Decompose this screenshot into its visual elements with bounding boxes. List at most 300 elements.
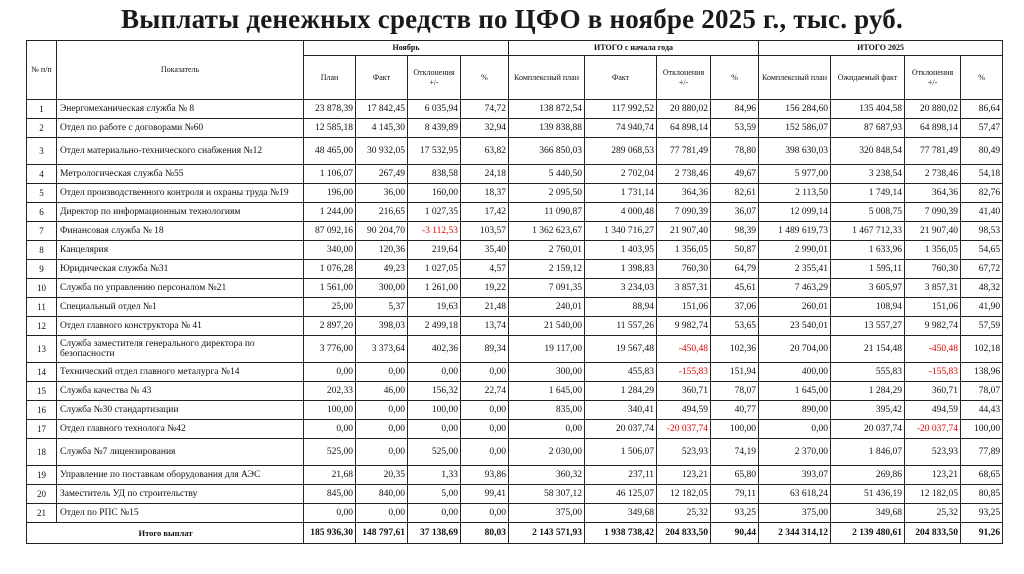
value-cell: 102,18: [961, 336, 1003, 363]
value-cell: 2 897,20: [304, 317, 356, 336]
row-indicator: Метрологическая служба №55: [57, 165, 304, 184]
value-cell: 36,07: [711, 203, 759, 222]
row-indicator: Отдел главного технолога №42: [57, 420, 304, 439]
value-cell: 395,42: [831, 401, 905, 420]
value-cell: 11 090,87: [509, 203, 585, 222]
value-cell: 1 356,05: [657, 241, 711, 260]
value-cell: 240,01: [509, 298, 585, 317]
value-cell: 138 872,54: [509, 100, 585, 119]
value-cell: 8 439,89: [408, 119, 461, 138]
table-row: [27, 203, 1003, 222]
value-cell: 49,23: [356, 260, 408, 279]
value-cell: 7 090,39: [657, 203, 711, 222]
value-cell: 80,49: [961, 138, 1003, 165]
table-row: [27, 420, 1003, 439]
total-label: Итого выплат: [27, 523, 304, 544]
header-sub-cell: План: [304, 56, 356, 100]
total-value-cell: 91,26: [961, 523, 1003, 544]
value-cell: 0,00: [356, 504, 408, 523]
value-cell: 1 846,07: [831, 439, 905, 466]
table-row: [27, 439, 1003, 466]
value-cell: 25,00: [304, 298, 356, 317]
value-cell: 1 398,83: [585, 260, 657, 279]
value-cell: 2 760,01: [509, 241, 585, 260]
row-number: 5: [27, 184, 57, 203]
value-cell: 103,57: [461, 222, 509, 241]
value-cell: 1 633,96: [831, 241, 905, 260]
value-cell: 90 204,70: [356, 222, 408, 241]
value-cell: 46,00: [356, 382, 408, 401]
value-cell: 5 008,75: [831, 203, 905, 222]
value-cell: -20 037,74: [905, 420, 961, 439]
value-cell: 1 467 712,33: [831, 222, 905, 241]
row-indicator: Отдел материально-технического снабжения №12: [57, 138, 304, 165]
value-cell: 13 557,27: [831, 317, 905, 336]
value-cell: 100,00: [408, 401, 461, 420]
value-cell: 364,36: [905, 184, 961, 203]
row-indicator: Отдел главного конструктора № 41: [57, 317, 304, 336]
value-cell: 156,32: [408, 382, 461, 401]
total-value-cell: 90,44: [711, 523, 759, 544]
total-row: [27, 523, 1003, 544]
value-cell: 49,67: [711, 165, 759, 184]
row-number: 17: [27, 420, 57, 439]
value-cell: 32,94: [461, 119, 509, 138]
value-cell: 0,00: [509, 420, 585, 439]
row-number: 14: [27, 363, 57, 382]
row-indicator: Управление по поставкам оборудования для АЭС: [57, 466, 304, 485]
header-sub-cell: %: [461, 56, 509, 100]
value-cell: 17 842,45: [356, 100, 408, 119]
value-cell: 80,85: [961, 485, 1003, 504]
value-cell: 1 731,14: [585, 184, 657, 203]
row-number: 12: [27, 317, 57, 336]
value-cell: 21 154,48: [831, 336, 905, 363]
value-cell: 108,94: [831, 298, 905, 317]
value-cell: 93,25: [961, 504, 1003, 523]
value-cell: 0,00: [461, 401, 509, 420]
value-cell: -3 112,53: [408, 222, 461, 241]
value-cell: 7 091,35: [509, 279, 585, 298]
value-cell: 2 159,12: [509, 260, 585, 279]
row-number: 13: [27, 336, 57, 363]
value-cell: 20,35: [356, 466, 408, 485]
value-cell: 523,93: [657, 439, 711, 466]
value-cell: 64 898,14: [905, 119, 961, 138]
table-row: [27, 363, 1003, 382]
value-cell: 3 605,97: [831, 279, 905, 298]
value-cell: 102,36: [711, 336, 759, 363]
value-cell: 890,00: [759, 401, 831, 420]
value-cell: 0,00: [304, 420, 356, 439]
value-cell: 78,07: [711, 382, 759, 401]
value-cell: 100,00: [711, 420, 759, 439]
value-cell: 63 618,24: [759, 485, 831, 504]
value-cell: 36,00: [356, 184, 408, 203]
value-cell: 86,64: [961, 100, 1003, 119]
value-cell: 0,00: [304, 504, 356, 523]
value-cell: 1 595,11: [831, 260, 905, 279]
value-cell: 7 090,39: [905, 203, 961, 222]
value-cell: 840,00: [356, 485, 408, 504]
header-group-total-2025: ИТОГО 2025: [759, 41, 1003, 56]
value-cell: 845,00: [304, 485, 356, 504]
value-cell: 4 000,48: [585, 203, 657, 222]
total-value-cell: 80,03: [461, 523, 509, 544]
value-cell: 0,00: [356, 420, 408, 439]
value-cell: 57,47: [961, 119, 1003, 138]
value-cell: 1 506,07: [585, 439, 657, 466]
row-number: 7: [27, 222, 57, 241]
value-cell: 20 704,00: [759, 336, 831, 363]
value-cell: 0,00: [759, 420, 831, 439]
value-cell: 54,65: [961, 241, 1003, 260]
value-cell: 1 244,00: [304, 203, 356, 222]
value-cell: 835,00: [509, 401, 585, 420]
header-sub-cell: Факт: [356, 56, 408, 100]
value-cell: 237,11: [585, 466, 657, 485]
value-cell: 24,18: [461, 165, 509, 184]
header-group-row: [27, 41, 1003, 56]
value-cell: 160,00: [408, 184, 461, 203]
value-cell: -20 037,74: [657, 420, 711, 439]
value-cell: 216,65: [356, 203, 408, 222]
value-cell: 4 145,30: [356, 119, 408, 138]
value-cell: 19 567,48: [585, 336, 657, 363]
row-indicator: Служба качества № 43: [57, 382, 304, 401]
value-cell: -450,48: [657, 336, 711, 363]
value-cell: 82,76: [961, 184, 1003, 203]
value-cell: 0,00: [461, 504, 509, 523]
value-cell: 1 645,00: [509, 382, 585, 401]
value-cell: 3 776,00: [304, 336, 356, 363]
value-cell: 151,94: [711, 363, 759, 382]
value-cell: 48,32: [961, 279, 1003, 298]
value-cell: 23 540,01: [759, 317, 831, 336]
row-number: 19: [27, 466, 57, 485]
value-cell: 64 898,14: [657, 119, 711, 138]
row-number: 1: [27, 100, 57, 119]
value-cell: 11 557,26: [585, 317, 657, 336]
value-cell: 2 990,01: [759, 241, 831, 260]
table-row: [27, 317, 1003, 336]
value-cell: 0,00: [461, 439, 509, 466]
header-sub-cell: Факт: [585, 56, 657, 100]
row-indicator: Служба заместителя генерального директора по безопасности: [57, 336, 304, 363]
row-indicator: Служба по управлению персоналом №21: [57, 279, 304, 298]
table-row: [27, 382, 1003, 401]
value-cell: 393,07: [759, 466, 831, 485]
value-cell: 360,32: [509, 466, 585, 485]
value-cell: 4,57: [461, 260, 509, 279]
row-indicator: Служба №30 стандартизации: [57, 401, 304, 420]
value-cell: -155,83: [905, 363, 961, 382]
value-cell: 19,63: [408, 298, 461, 317]
value-cell: 349,68: [585, 504, 657, 523]
value-cell: 1 106,07: [304, 165, 356, 184]
table-row: [27, 504, 1003, 523]
total-value-cell: 37 138,69: [408, 523, 461, 544]
value-cell: 87 687,93: [831, 119, 905, 138]
value-cell: 17,42: [461, 203, 509, 222]
value-cell: 21 540,00: [509, 317, 585, 336]
value-cell: 78,80: [711, 138, 759, 165]
value-cell: 0,00: [408, 420, 461, 439]
value-cell: 202,33: [304, 382, 356, 401]
table-row: [27, 336, 1003, 363]
value-cell: 20 880,02: [905, 100, 961, 119]
row-number: 11: [27, 298, 57, 317]
table-row: [27, 279, 1003, 298]
value-cell: 58 307,12: [509, 485, 585, 504]
value-cell: 0,00: [356, 363, 408, 382]
value-cell: 760,30: [905, 260, 961, 279]
value-cell: 340,00: [304, 241, 356, 260]
value-cell: 19 117,00: [509, 336, 585, 363]
value-cell: 25,32: [905, 504, 961, 523]
row-number: 20: [27, 485, 57, 504]
value-cell: 48 465,00: [304, 138, 356, 165]
row-number: 6: [27, 203, 57, 222]
header-sub-cell: %: [711, 56, 759, 100]
value-cell: 1 561,00: [304, 279, 356, 298]
total-value-cell: 185 936,30: [304, 523, 356, 544]
value-cell: 1 356,05: [905, 241, 961, 260]
value-cell: 300,00: [356, 279, 408, 298]
payments-table: [26, 40, 1003, 544]
value-cell: 3 238,54: [831, 165, 905, 184]
value-cell: 20 880,02: [657, 100, 711, 119]
value-cell: 5 440,50: [509, 165, 585, 184]
value-cell: 760,30: [657, 260, 711, 279]
value-cell: 98,39: [711, 222, 759, 241]
value-cell: 5 977,00: [759, 165, 831, 184]
value-cell: 2 738,46: [657, 165, 711, 184]
value-cell: 156 284,60: [759, 100, 831, 119]
value-cell: 74,72: [461, 100, 509, 119]
value-cell: 5,00: [408, 485, 461, 504]
row-indicator: Финансовая служба № 18: [57, 222, 304, 241]
header-sub-cell: Ожидаемый факт: [831, 56, 905, 100]
value-cell: 364,36: [657, 184, 711, 203]
row-number: 8: [27, 241, 57, 260]
value-cell: 77 781,49: [905, 138, 961, 165]
value-cell: 98,53: [961, 222, 1003, 241]
value-cell: 320 848,54: [831, 138, 905, 165]
table-row: [27, 485, 1003, 504]
total-value-cell: 204 833,50: [905, 523, 961, 544]
value-cell: 135 404,58: [831, 100, 905, 119]
row-number: 9: [27, 260, 57, 279]
value-cell: 18,37: [461, 184, 509, 203]
value-cell: 398,03: [356, 317, 408, 336]
value-cell: 1 749,14: [831, 184, 905, 203]
value-cell: 44,43: [961, 401, 1003, 420]
value-cell: 9 982,74: [905, 317, 961, 336]
row-indicator: Технический отдел главного металурга №14: [57, 363, 304, 382]
value-cell: 1,33: [408, 466, 461, 485]
value-cell: 63,82: [461, 138, 509, 165]
value-cell: 57,59: [961, 317, 1003, 336]
value-cell: 2 738,46: [905, 165, 961, 184]
value-cell: 349,68: [831, 504, 905, 523]
total-value-cell: 148 797,61: [356, 523, 408, 544]
value-cell: 838,58: [408, 165, 461, 184]
value-cell: 123,21: [657, 466, 711, 485]
value-cell: 494,59: [905, 401, 961, 420]
total-value-cell: 1 938 738,42: [585, 523, 657, 544]
value-cell: 1 027,05: [408, 260, 461, 279]
row-indicator: Директор по информационным технологиям: [57, 203, 304, 222]
value-cell: 267,49: [356, 165, 408, 184]
value-cell: 117 992,52: [585, 100, 657, 119]
value-cell: 494,59: [657, 401, 711, 420]
header-group-november: Ноябрь: [304, 41, 509, 56]
value-cell: 20 037,74: [831, 420, 905, 439]
value-cell: 398 630,03: [759, 138, 831, 165]
value-cell: 21 907,40: [905, 222, 961, 241]
value-cell: 89,34: [461, 336, 509, 363]
value-cell: 402,36: [408, 336, 461, 363]
value-cell: 12 182,05: [657, 485, 711, 504]
value-cell: 77 781,49: [657, 138, 711, 165]
value-cell: 1 403,95: [585, 241, 657, 260]
table-row: [27, 466, 1003, 485]
table-row: [27, 165, 1003, 184]
value-cell: 77,89: [961, 439, 1003, 466]
value-cell: 100,00: [961, 420, 1003, 439]
value-cell: 2 499,18: [408, 317, 461, 336]
value-cell: 30 932,05: [356, 138, 408, 165]
row-indicator: Специальный отдел №1: [57, 298, 304, 317]
table-row: [27, 298, 1003, 317]
value-cell: 46 125,07: [585, 485, 657, 504]
row-indicator: Юридическая служба №31: [57, 260, 304, 279]
value-cell: 360,71: [905, 382, 961, 401]
value-cell: 0,00: [356, 439, 408, 466]
value-cell: 523,93: [905, 439, 961, 466]
value-cell: 3 373,64: [356, 336, 408, 363]
row-indicator: Служба №7 лицензирования: [57, 439, 304, 466]
table-row: [27, 241, 1003, 260]
value-cell: 65,80: [711, 466, 759, 485]
value-cell: 37,06: [711, 298, 759, 317]
value-cell: 12 099,14: [759, 203, 831, 222]
header-group-ytd: ИТОГО с начала года: [509, 41, 759, 56]
value-cell: 1 340 716,27: [585, 222, 657, 241]
value-cell: 340,41: [585, 401, 657, 420]
value-cell: 525,00: [304, 439, 356, 466]
value-cell: 1 489 619,73: [759, 222, 831, 241]
value-cell: 19,22: [461, 279, 509, 298]
table-row: [27, 260, 1003, 279]
value-cell: 7 463,29: [759, 279, 831, 298]
value-cell: 375,00: [509, 504, 585, 523]
value-cell: 0,00: [408, 504, 461, 523]
value-cell: 455,83: [585, 363, 657, 382]
value-cell: 2 355,41: [759, 260, 831, 279]
value-cell: 152 586,07: [759, 119, 831, 138]
row-indicator: Заместитель УД по строительству: [57, 485, 304, 504]
value-cell: 0,00: [408, 363, 461, 382]
value-cell: 22,74: [461, 382, 509, 401]
row-indicator: Энергомеханическая служба № 8: [57, 100, 304, 119]
value-cell: 13,74: [461, 317, 509, 336]
value-cell: 87 092,16: [304, 222, 356, 241]
value-cell: 53,65: [711, 317, 759, 336]
table-row: [27, 401, 1003, 420]
value-cell: 1 261,00: [408, 279, 461, 298]
row-number: 10: [27, 279, 57, 298]
total-value-cell: 2 344 314,12: [759, 523, 831, 544]
row-indicator: Отдел производственного контроля и охраны труда №19: [57, 184, 304, 203]
value-cell: 400,00: [759, 363, 831, 382]
value-cell: 41,90: [961, 298, 1003, 317]
header-sub-cell: Отклонения +/-: [905, 56, 961, 100]
header-num: № п/п: [27, 41, 57, 100]
value-cell: 45,61: [711, 279, 759, 298]
value-cell: 41,40: [961, 203, 1003, 222]
value-cell: 74 940,74: [585, 119, 657, 138]
value-cell: 21,48: [461, 298, 509, 317]
value-cell: 151,06: [905, 298, 961, 317]
value-cell: 1 027,35: [408, 203, 461, 222]
row-number: 16: [27, 401, 57, 420]
value-cell: 525,00: [408, 439, 461, 466]
value-cell: 12 182,05: [905, 485, 961, 504]
value-cell: 269,86: [831, 466, 905, 485]
value-cell: 2 113,50: [759, 184, 831, 203]
value-cell: 68,65: [961, 466, 1003, 485]
value-cell: 555,83: [831, 363, 905, 382]
value-cell: 2 702,04: [585, 165, 657, 184]
row-number: 3: [27, 138, 57, 165]
value-cell: 51 436,19: [831, 485, 905, 504]
value-cell: 78,07: [961, 382, 1003, 401]
value-cell: 79,11: [711, 485, 759, 504]
value-cell: 9 982,74: [657, 317, 711, 336]
value-cell: 219,64: [408, 241, 461, 260]
value-cell: 93,86: [461, 466, 509, 485]
value-cell: 6 035,94: [408, 100, 461, 119]
value-cell: 25,32: [657, 504, 711, 523]
value-cell: 375,00: [759, 504, 831, 523]
value-cell: 12 585,18: [304, 119, 356, 138]
value-cell: 260,01: [759, 298, 831, 317]
table-row: [27, 119, 1003, 138]
value-cell: 300,00: [509, 363, 585, 382]
header-sub-cell: Комплексный план: [509, 56, 585, 100]
value-cell: 366 850,03: [509, 138, 585, 165]
table-row: [27, 184, 1003, 203]
value-cell: -155,83: [657, 363, 711, 382]
value-cell: 64,79: [711, 260, 759, 279]
value-cell: 17 532,95: [408, 138, 461, 165]
row-number: 18: [27, 439, 57, 466]
value-cell: 20 037,74: [585, 420, 657, 439]
value-cell: 123,21: [905, 466, 961, 485]
value-cell: 23 878,39: [304, 100, 356, 119]
value-cell: 151,06: [657, 298, 711, 317]
total-value-cell: 204 833,50: [657, 523, 711, 544]
value-cell: 2 095,50: [509, 184, 585, 203]
value-cell: 40,77: [711, 401, 759, 420]
table-row: [27, 100, 1003, 119]
value-cell: 2 370,00: [759, 439, 831, 466]
value-cell: 0,00: [461, 363, 509, 382]
header-sub-cell: %: [961, 56, 1003, 100]
total-value-cell: 2 139 480,61: [831, 523, 905, 544]
